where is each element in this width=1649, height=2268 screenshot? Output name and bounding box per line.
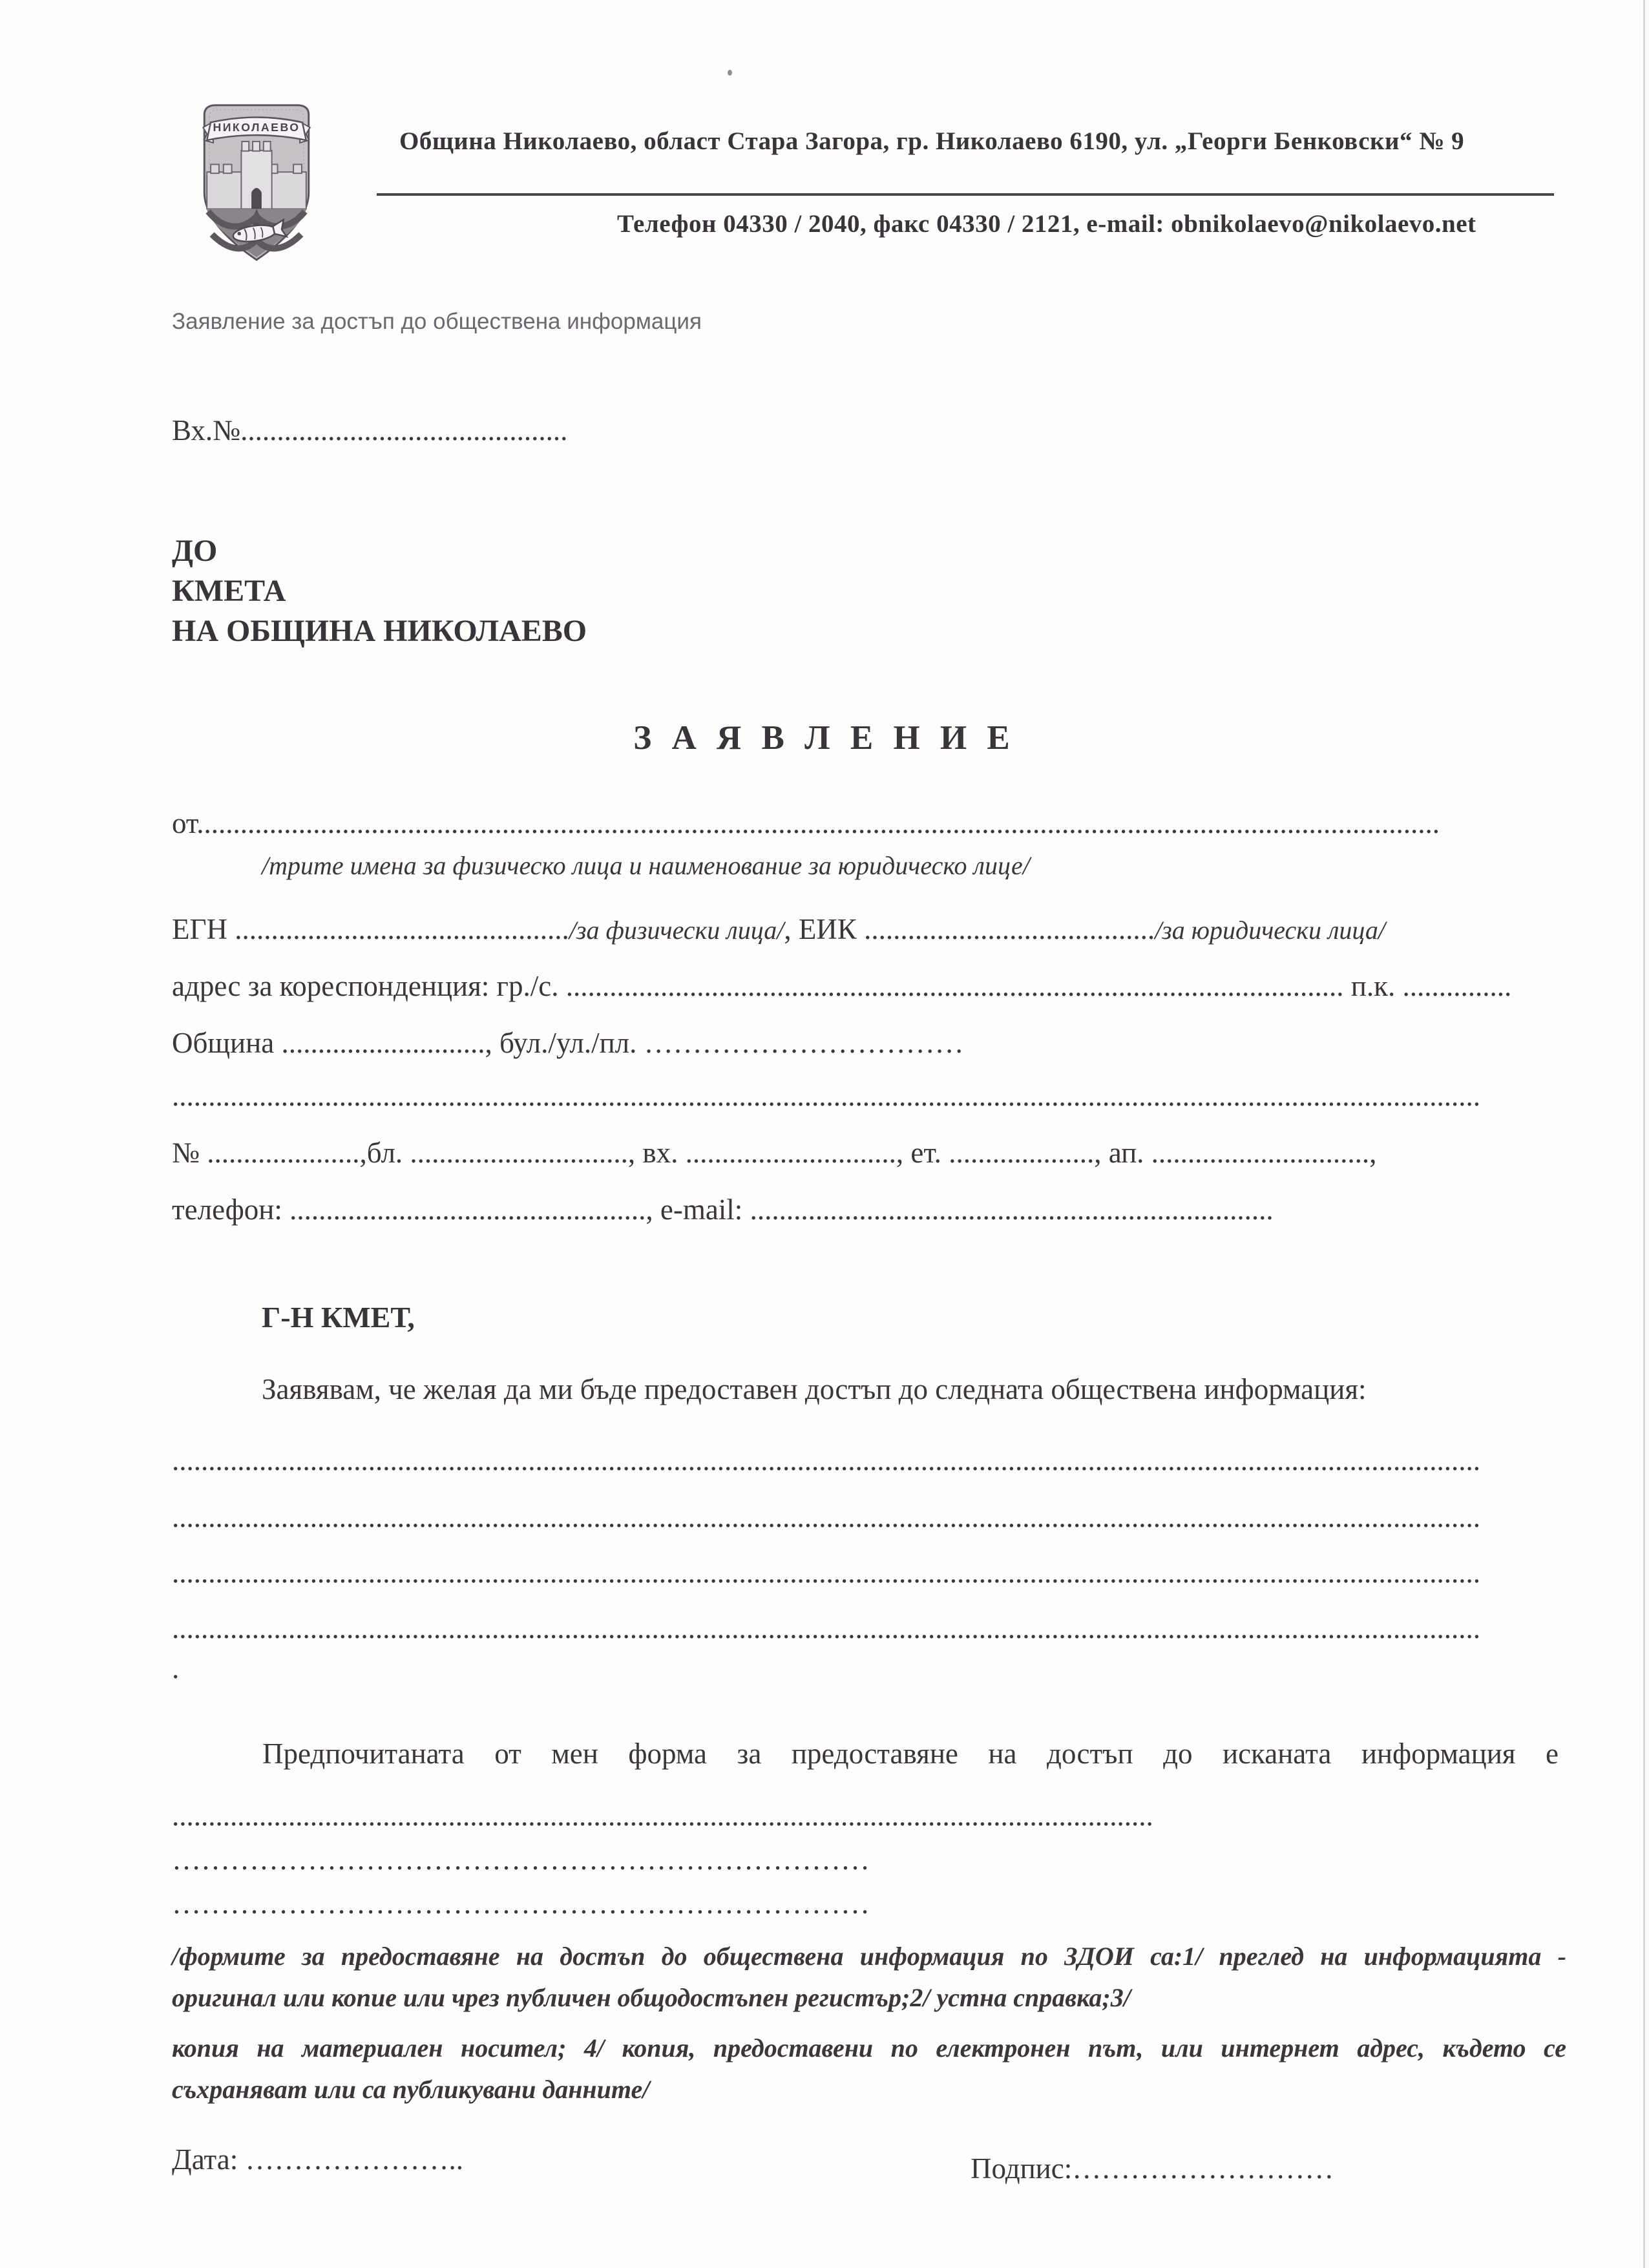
entrance-label: , вх. — [627, 1137, 686, 1169]
addressee-block — [172, 531, 587, 651]
tower-merlon — [242, 142, 249, 151]
apartment-blank: .............................. — [1151, 1137, 1370, 1169]
addressee-line-3: НА ОБЩИНА НИКОЛАЕВО — [172, 614, 587, 648]
floor-label: , ет. — [896, 1137, 949, 1169]
number-label: № — [172, 1137, 207, 1169]
header-rule — [377, 193, 1554, 196]
address-city-blank: ........................................................................................................... — [565, 970, 1344, 1002]
municipality-blank: ............................ — [281, 1027, 485, 1059]
header-contact-line: Телефон 04330 / 2040, факс 04330 / 2121, e-mail: obnikolaevo@nikolaevo.net — [617, 210, 1476, 238]
request-blank-line: .................................................................................................................................................................................... — [172, 1444, 1480, 1476]
egn-eik-line — [172, 912, 1561, 946]
block-label: ,бл. — [359, 1137, 410, 1169]
signature-blank: ……………………… — [1072, 2152, 1334, 2185]
egn-note: /за физически лица/ — [569, 916, 784, 945]
apartment-label: , ап. — [1094, 1137, 1151, 1169]
date-blank: ………………….. — [245, 2143, 463, 2176]
email-label: , e-mail: — [646, 1193, 750, 1226]
egn-blank: .............................................. — [235, 913, 569, 945]
footnote-line: /формите за предоставяне на достъп до обществена информация по ЗДОИ са:1/ преглед на информацията - — [172, 1942, 1566, 1971]
phone-email-line — [172, 1193, 1574, 1226]
salutation: Г-Н КМЕТ, — [262, 1301, 415, 1334]
signature-line — [971, 2152, 1334, 2185]
postal-code-blank: ............... — [1402, 970, 1512, 1002]
address-extra-blank: .................................................................................................................................................................................... — [172, 1080, 1480, 1112]
street-type-label: , бул./ул./пл. — [485, 1027, 644, 1059]
date-line — [172, 2143, 463, 2176]
applicant-name-note: /трите имена за физическо лица и наименование за юридическо лице/ — [262, 851, 1030, 880]
applicant-name-blank: ........................................................................................................................................................................... — [196, 807, 1440, 839]
egn-label: ЕГН — [172, 913, 235, 945]
street-number-line — [172, 1136, 1574, 1170]
footnote-line: оригинал или копие или чрез публичен общодостъпен регистър;2/ устна справка;3/ — [172, 1983, 1131, 2012]
scan-speck — [728, 70, 732, 76]
reg-number-line — [172, 414, 567, 447]
preference-line: Предпочитаната от мен форма за предоставяне на достъп до исканата информация е — [262, 1738, 1559, 1770]
phone-label: телефон: — [172, 1193, 290, 1226]
eik-label: , ЕИК — [784, 913, 865, 945]
tower-merlon — [264, 142, 271, 151]
stray-period: . — [172, 1652, 180, 1685]
reg-number-blank: ............................................. — [240, 414, 568, 446]
municipality-label: Община — [172, 1027, 282, 1059]
addressee-line-1: ДО — [172, 534, 218, 568]
floor-blank: .................... — [949, 1137, 1095, 1169]
preference-blank-line: ....................................................................................................................................... — [172, 1800, 1153, 1832]
signature-label: Подпис: — [971, 2152, 1073, 2185]
tower-merlon — [253, 142, 260, 151]
postal-code-label: п.к. — [1343, 970, 1403, 1002]
wall-merlon — [293, 164, 302, 173]
scan-edge-line — [1643, 0, 1645, 2268]
emblem-banner-text: НИКОЛАЕВО — [213, 121, 300, 134]
address-line — [172, 969, 1574, 1003]
footnote-block — [172, 1936, 1566, 2110]
number-blank: ..................... — [207, 1137, 360, 1169]
municipality-coat-of-arms — [193, 98, 320, 265]
footnote-line: копия на материален носител; 4/ копия, предоставени по електронен път, или интернет адрес, където се — [172, 2033, 1566, 2063]
line-tail-comma: , — [1369, 1137, 1377, 1169]
preference-blank-line: ……………………………………………………………… — [172, 1843, 870, 1876]
tower-door — [251, 188, 262, 209]
addressee-line-2: КМЕТА — [172, 574, 286, 608]
date-label: Дата: — [172, 2143, 246, 2176]
eik-note: /за юридически лица/ — [1155, 916, 1386, 945]
request-blank-line: .................................................................................................................................................................................... — [172, 1612, 1480, 1644]
reg-number-label: Вх.№ — [172, 414, 241, 446]
street-name-blank: …………………………… — [644, 1027, 964, 1059]
phone-blank: ................................................. — [289, 1193, 646, 1226]
header-org-line: Община Николаево, област Стара Загора, гр. Николаево 6190, ул. „Георги Бенковски“ № 9 — [399, 127, 1465, 155]
footnote-line: съхраняват или са публикувани данните/ — [172, 2075, 650, 2104]
wall-merlon — [224, 164, 232, 173]
preference-blank-line: ……………………………………………………………… — [172, 1887, 870, 1920]
eik-blank: ........................................ — [864, 913, 1155, 945]
doc-type-label: Заявление за достъп до обществена информация — [172, 309, 702, 334]
request-intro: Заявявам, че желая да ми бъде предоставен достъп до следната обществена информация: — [262, 1373, 1367, 1405]
form-title: З А Я В Л Е Н И Е — [633, 719, 1016, 757]
applicant-name-line — [172, 806, 1484, 840]
municipality-line — [172, 1026, 1574, 1060]
entrance-blank: ............................. — [685, 1137, 896, 1169]
request-blank-line: .................................................................................................................................................................................... — [172, 1501, 1480, 1533]
request-blank-line: .................................................................................................................................................................................... — [172, 1557, 1480, 1589]
block-blank: .............................. — [410, 1137, 628, 1169]
from-label: от — [172, 807, 197, 839]
address-label: адрес за кореспонденция: гр./с. — [172, 970, 566, 1002]
email-blank: ........................................................................ — [750, 1193, 1274, 1226]
wall-merlon — [211, 164, 219, 173]
